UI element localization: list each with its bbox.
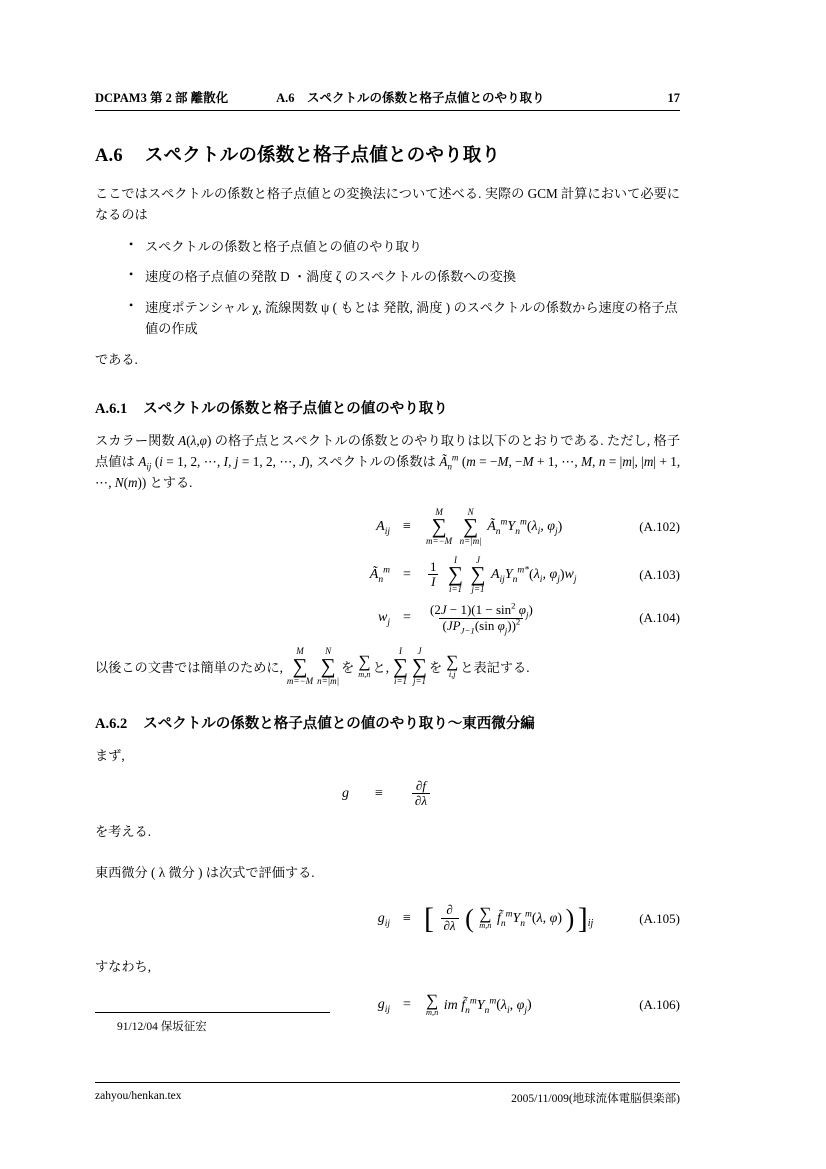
equation-a106-tag: (A.106) [639,997,680,1013]
equation-a102 [95,508,680,547]
subsection2-then-text: すなわち, [95,958,152,974]
para-text-d: とする. [149,475,193,491]
equation-a104-rhs: $\frac{(2J - 1)(1 - \sin^2 \varphi_j)}{(JP_{J-1}(\sin \varphi_j))^2}$ [430,601,533,636]
equation-a105 [95,902,680,936]
equation-a104 [95,601,680,636]
equation-a103-lhs: $Ã_n^m$ [369,565,390,585]
section-closing-paragraph: である. [95,352,138,368]
equation-a102-rhs: M ∑ m=−M N ∑ n=|m| $Ã_n^mY_n^m(\lambda_i$, $\varphi_j$) [426,506,563,547]
running-head-section-title: スペクトルの係数と格子点値とのやり取り [307,91,545,105]
equation-a103 [95,556,680,595]
subsection-heading-a61 [95,397,680,418]
notation-convention-line: 以後この文書では簡単のために, M ∑ m=−M N ∑ n=|m| を ∑ m,n と, I ∑ i=1 J ∑ j=1 を ∑ i,j と表記する. [95,646,530,686]
section-intro-paragraph: ここではスペクトルの係数と格子点値との変換法について述べる. 実際の GCM 計算において必要になるのは [95,186,680,223]
notation-end-text: と表記する. [460,660,530,676]
subsection2-number: A.6.2 [95,716,128,733]
list-item: • 速度の格子点値の発散 D ・渦度 ζ のスペクトルの係数への変換 [129,266,680,287]
equation-g-rhs: $\frac{\partial f}{\partial\lambda}$ [412,779,430,809]
equation-a102-lhs: $A_{ij}$ [376,519,390,537]
notation-pre-text: 以後この文書では簡単のために, [95,660,283,676]
derivative-description: 東西微分 ( λ 微分 ) は次式で評価する. [95,865,315,881]
notation-mid1-text: を [341,660,355,676]
list-item: • 速度ポテンシャル χ, 流線関数 ψ ( もとは 発散, 渦度 ) のスペクトルの係数から速度の格子点値の作成 [129,297,680,340]
equation-a105-relation: ≡ [403,910,411,926]
footer-source-file: zahyou/henkan.tex [95,1090,182,1102]
subsection-heading-a62 [95,712,680,733]
equation-block-a102-a104 [95,508,680,634]
equation-a105-lhs: $g_{ij}$ [377,910,390,929]
running-head-left: DCPAM3 第 2 部 離散化 [95,91,229,105]
equation-a103-tag: (A.103) [639,566,680,582]
equation-a106-relation: = [403,997,411,1013]
para-text-b: の格子点とスペクトルの係数とのやり取りは以下のとおりである. ただし, 格子点値は [95,432,681,469]
running-head-section-number: A.6 [276,91,295,105]
section-number: A.6 [95,146,123,166]
notation-mid3-text: を [428,660,443,676]
equation-a104-relation: = [403,610,411,626]
equation-a102-tag: (A.102) [639,519,680,535]
subsection2-title: スペクトルの係数と格子点値との値のやり取り〜東西微分編 [143,716,535,733]
section-heading [95,141,680,167]
equation-a103-rhs: $\frac{1}{I}$ I ∑ i=1 J ∑ j=1 $A_{ij}Y_n^{m*}(\lambda_i$, $\varphi_j)w_j$ [430,554,577,594]
subsection2-after-g: を考える. [95,823,152,839]
footer-date-org: 2005/11/009(地球流体電脳倶楽部) [511,1093,680,1105]
inline-math-A: A [178,432,187,448]
page-footer [95,1082,680,1106]
subsection1-paragraph: スカラー関数 A(λ,φ) の格子点とスペクトルの係数とのやり取りは以下のとおりである. ただし, 格子点値は $A_{ij}$ (i = 1, 2, ⋯, I, j = 1, 2, ⋯, J), スペクトルの係数は $Ã_n^m$ (m = −M, −M + 1, ⋯, M, n = |m|, |m| + 1, ⋯, N(m)) とする. [95,432,681,491]
notation-mid2-text: と, [372,660,389,676]
equation-g-lhs: g [342,785,350,801]
inline-math-Aij: $A_{ij}$ [138,454,152,472]
section-title: スペクトルの係数と格子点値とのやり取り [144,146,501,166]
equation-a106-lhs: $g_{ij}$ [377,997,390,1016]
equation-a104-tag: (A.104) [639,610,680,626]
subsection-title: スペクトルの係数と格子点値との値のやり取り [143,400,448,417]
footnote-text: 91/12/04 保坂征宏 [117,1021,207,1033]
page-number: 17 [667,91,680,105]
inline-math-Atilde: $Ã_n^m$ [439,452,459,472]
equation-g-relation: ≡ [375,785,383,801]
subsection-number: A.6.1 [95,400,128,417]
footnote-rule [95,1012,330,1013]
equation-a104-lhs: $w_j$ [378,610,390,629]
para-text-a: スカラー関数 [95,432,175,448]
page-content [95,88,680,1027]
para-text-c: , スペクトルの係数は [309,454,436,469]
equation-a102-relation: ≡ [403,519,411,535]
running-head-section [276,88,544,106]
equation-a105-tag: (A.105) [639,910,680,926]
subsection2-lead: まず, [95,748,125,764]
equation-g-definition [95,779,680,809]
equation-a105-rhs: [ $\frac{\partial}{\partial\lambda}$ ( ∑ m,n $f̃_n^mY_n^m(\lambda$, φ) ) ]$_{ij}$ [424,901,594,935]
requirements-list [95,236,680,340]
footnote [95,1012,680,1034]
equation-a103-relation: = [403,566,411,582]
list-item: • スペクトルの係数と格子点値との値のやり取り [129,236,680,257]
equation-a106-rhs: ∑ m,n im $f̃_n^mY_n^m(\lambda_i$, $\varphi_j$) [426,990,532,1018]
running-head [95,88,680,111]
